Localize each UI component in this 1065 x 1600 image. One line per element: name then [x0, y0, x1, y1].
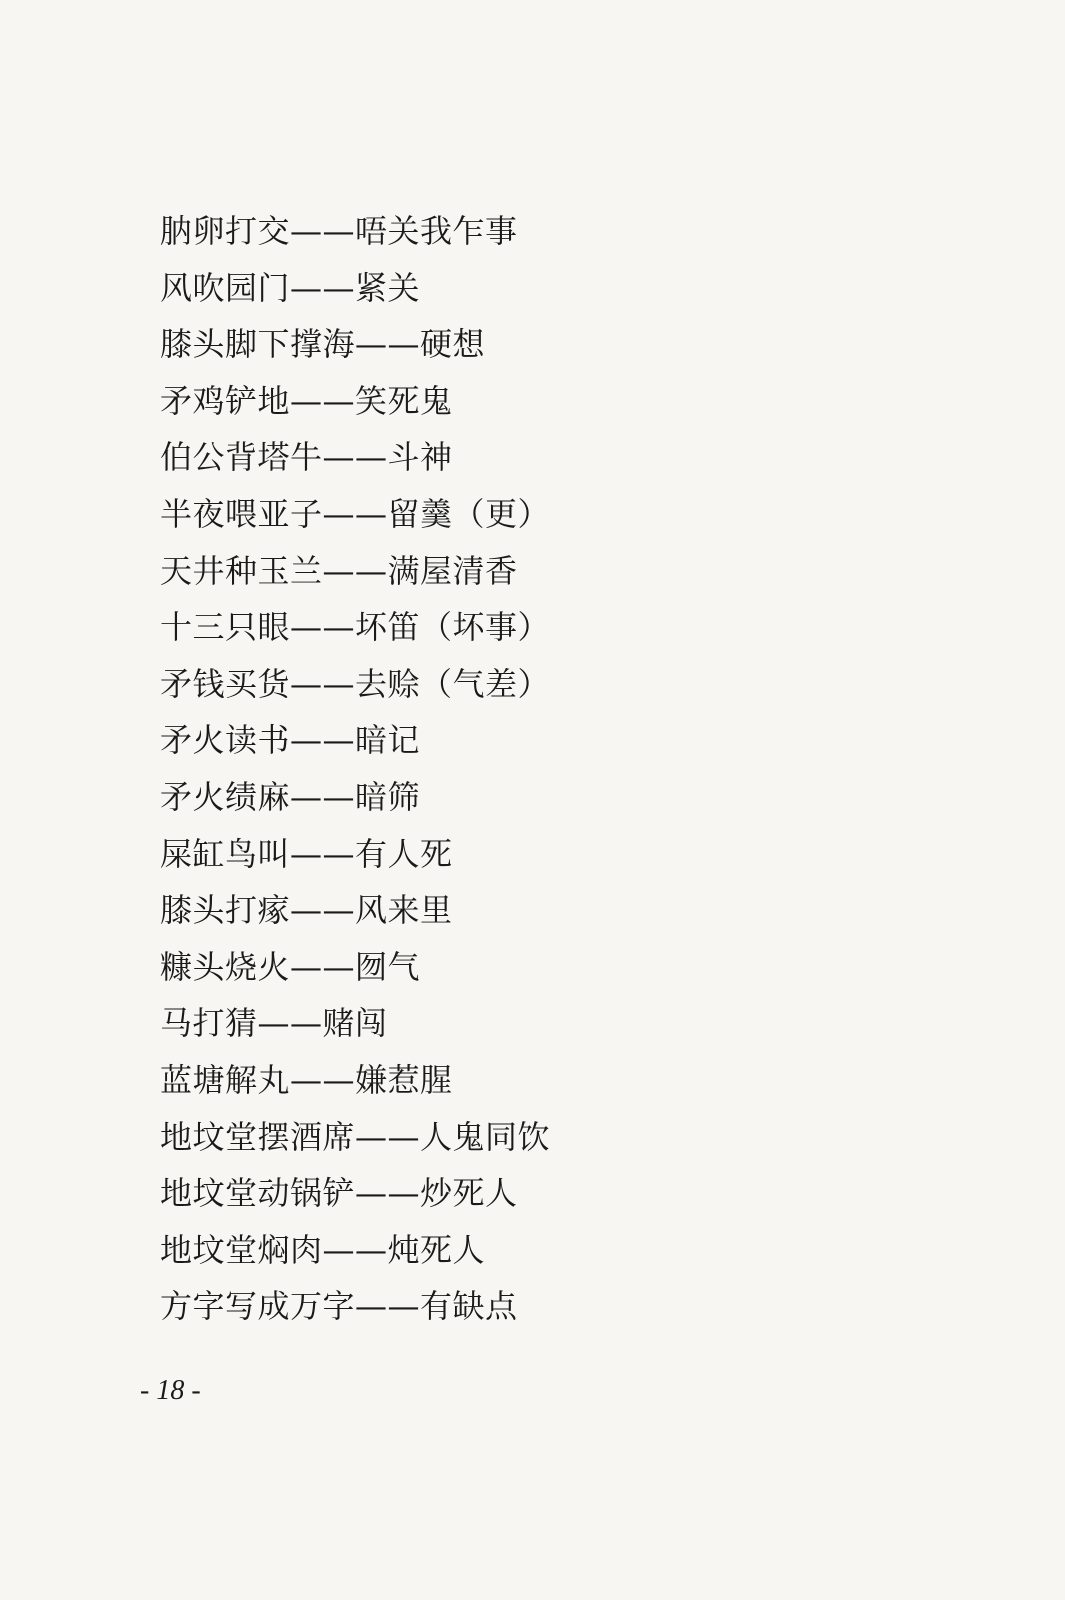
saying-entry: 矛鸡铲地——笑死鬼 [160, 381, 453, 420]
saying-entry: 十三只眼——坏笛（坏事） [160, 608, 551, 647]
saying-entry: 矛钱买货——去赊（气差） [160, 664, 551, 703]
saying-entry: 膝头打瘃——风来里 [160, 891, 453, 930]
saying-entry: 伯公背塔牛——斗神 [160, 438, 453, 477]
page-number: - 18 - [140, 1375, 201, 1406]
saying-entry: 地坟堂动锅铲——炒死人 [160, 1174, 518, 1213]
saying-entry: 天井种玉兰——满屋清香 [160, 551, 518, 590]
saying-entry: 风吹园门——紧关 [160, 268, 421, 307]
saying-entry: 矛火绩麻——暗筛 [160, 777, 421, 816]
saying-entry: 地坟堂焖肉——炖死人 [160, 1230, 486, 1269]
saying-entry: 膝头脚下撑海——硬想 [160, 325, 486, 364]
saying-list [160, 203, 550, 1335]
saying-entry: 马打猜——赌闯 [160, 1004, 388, 1043]
saying-entry: 矛火读书——暗记 [160, 721, 421, 760]
saying-entry: 屎缸鸟叫——有人死 [160, 834, 453, 873]
saying-entry: 地坟堂摆酒席——人鬼同饮 [160, 1117, 551, 1156]
saying-entry: 半夜喂亚子——留羹（更） [160, 494, 551, 533]
saying-entry: 方字写成万字——有缺点 [160, 1287, 518, 1326]
saying-entry: 肭卵打交——唔关我乍事 [160, 212, 518, 250]
saying-entry: 蓝塘解丸——嫌惹腥 [160, 1060, 453, 1099]
saying-entry: 糠头烧火——囫气 [160, 947, 421, 986]
